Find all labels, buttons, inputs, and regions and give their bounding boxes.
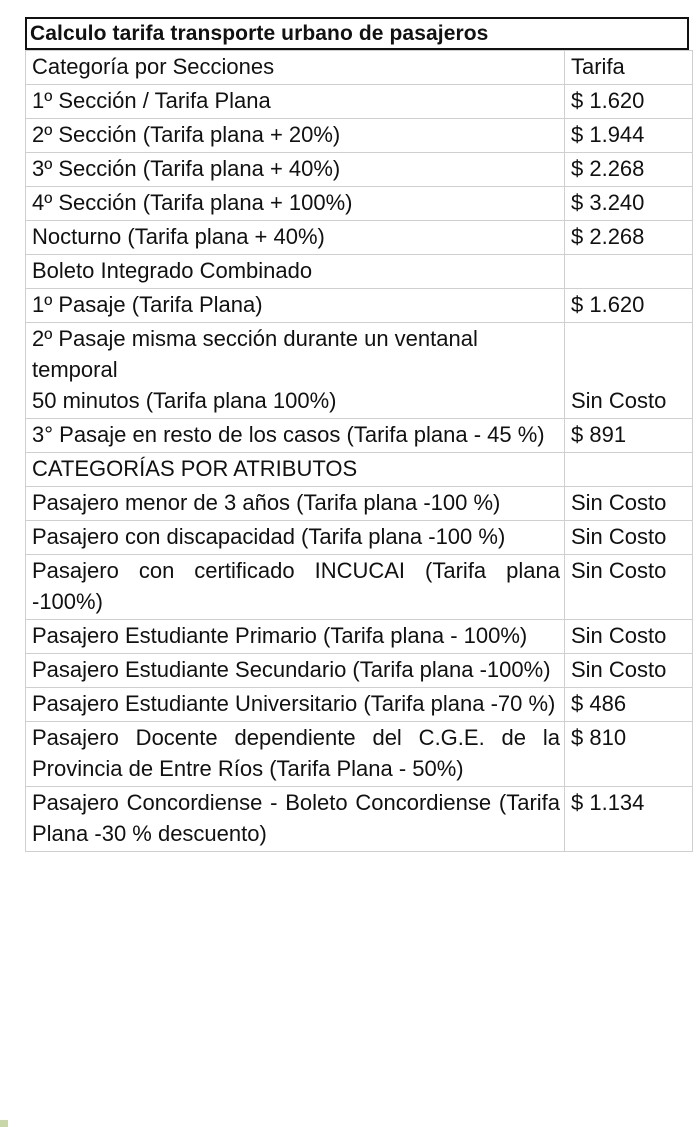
table-header-row bbox=[26, 51, 693, 85]
row-category: 3° Pasaje en resto de los casos (Tarifa plana - 45 %) bbox=[26, 419, 565, 453]
row-category: Nocturno (Tarifa plana + 40%) bbox=[26, 221, 565, 255]
table-row bbox=[26, 722, 693, 787]
row-category: 2º Sección (Tarifa plana + 20%) bbox=[26, 119, 565, 153]
table-row bbox=[26, 221, 693, 255]
table-row bbox=[26, 654, 693, 688]
row-category: Pasajero Docente dependiente del C.G.E. de la Provincia de Entre Ríos (Tarifa Plana - 50%) bbox=[26, 722, 565, 787]
table-row bbox=[26, 787, 693, 852]
table-row bbox=[26, 521, 693, 555]
row-category-line: 50 minutos (Tarifa plana 100%) bbox=[32, 388, 337, 413]
row-fare: $ 1.944 bbox=[565, 119, 693, 153]
section-row bbox=[26, 453, 693, 487]
column-header-fare: Tarifa bbox=[565, 51, 693, 85]
row-fare: $ 2.268 bbox=[565, 221, 693, 255]
row-fare: $ 891 bbox=[565, 419, 693, 453]
row-fare: $ 1.134 bbox=[565, 787, 693, 852]
scan-artifact bbox=[0, 1120, 8, 1127]
section-heading-combined: Boleto Integrado Combinado bbox=[26, 255, 565, 289]
table-row bbox=[26, 119, 693, 153]
row-fare: Sin Costo bbox=[565, 487, 693, 521]
fare-document bbox=[25, 17, 689, 852]
table-row bbox=[26, 555, 693, 620]
row-fare: Sin Costo bbox=[565, 654, 693, 688]
table-row bbox=[26, 85, 693, 119]
table-row bbox=[26, 153, 693, 187]
row-category bbox=[26, 323, 565, 419]
row-fare: $ 1.620 bbox=[565, 85, 693, 119]
fare-table bbox=[25, 50, 693, 852]
row-fare bbox=[565, 453, 693, 487]
table-row bbox=[26, 620, 693, 654]
table-row bbox=[26, 688, 693, 722]
row-category: 4º Sección (Tarifa plana + 100%) bbox=[26, 187, 565, 221]
row-category: Pasajero Estudiante Secundario (Tarifa plana -100%) bbox=[26, 654, 565, 688]
table-row bbox=[26, 419, 693, 453]
table-row bbox=[26, 487, 693, 521]
table-row bbox=[26, 289, 693, 323]
row-fare: Sin Costo bbox=[565, 555, 693, 620]
row-fare: Sin Costo bbox=[565, 323, 693, 419]
table-row bbox=[26, 187, 693, 221]
row-fare: Sin Costo bbox=[565, 620, 693, 654]
row-fare: $ 2.268 bbox=[565, 153, 693, 187]
section-heading-attributes: CATEGORÍAS POR ATRIBUTOS bbox=[26, 453, 565, 487]
row-fare: $ 3.240 bbox=[565, 187, 693, 221]
row-category: Pasajero Estudiante Universitario (Tarifa plana -70 %) bbox=[26, 688, 565, 722]
row-fare: $ 486 bbox=[565, 688, 693, 722]
document-title: Calculo tarifa transporte urbano de pasajeros bbox=[25, 17, 689, 50]
row-category: 3º Sección (Tarifa plana + 40%) bbox=[26, 153, 565, 187]
row-category: Pasajero Estudiante Primario (Tarifa plana - 100%) bbox=[26, 620, 565, 654]
row-fare bbox=[565, 255, 693, 289]
row-category-line: 2º Pasaje misma sección durante un ventanal temporal bbox=[32, 326, 478, 382]
column-header-category: Categoría por Secciones bbox=[26, 51, 565, 85]
row-fare: Sin Costo bbox=[565, 521, 693, 555]
row-category: 1º Sección / Tarifa Plana bbox=[26, 85, 565, 119]
row-category: 1º Pasaje (Tarifa Plana) bbox=[26, 289, 565, 323]
row-category: Pasajero con certificado INCUCAI (Tarifa plana -100%) bbox=[26, 555, 565, 620]
section-row bbox=[26, 255, 693, 289]
row-category: Pasajero menor de 3 años (Tarifa plana -100 %) bbox=[26, 487, 565, 521]
table-row bbox=[26, 323, 693, 419]
row-category: Pasajero Concordiense - Boleto Concordiense (Tarifa Plana -30 % descuento) bbox=[26, 787, 565, 852]
row-fare: $ 810 bbox=[565, 722, 693, 787]
row-fare: $ 1.620 bbox=[565, 289, 693, 323]
row-category: Pasajero con discapacidad (Tarifa plana -100 %) bbox=[26, 521, 565, 555]
